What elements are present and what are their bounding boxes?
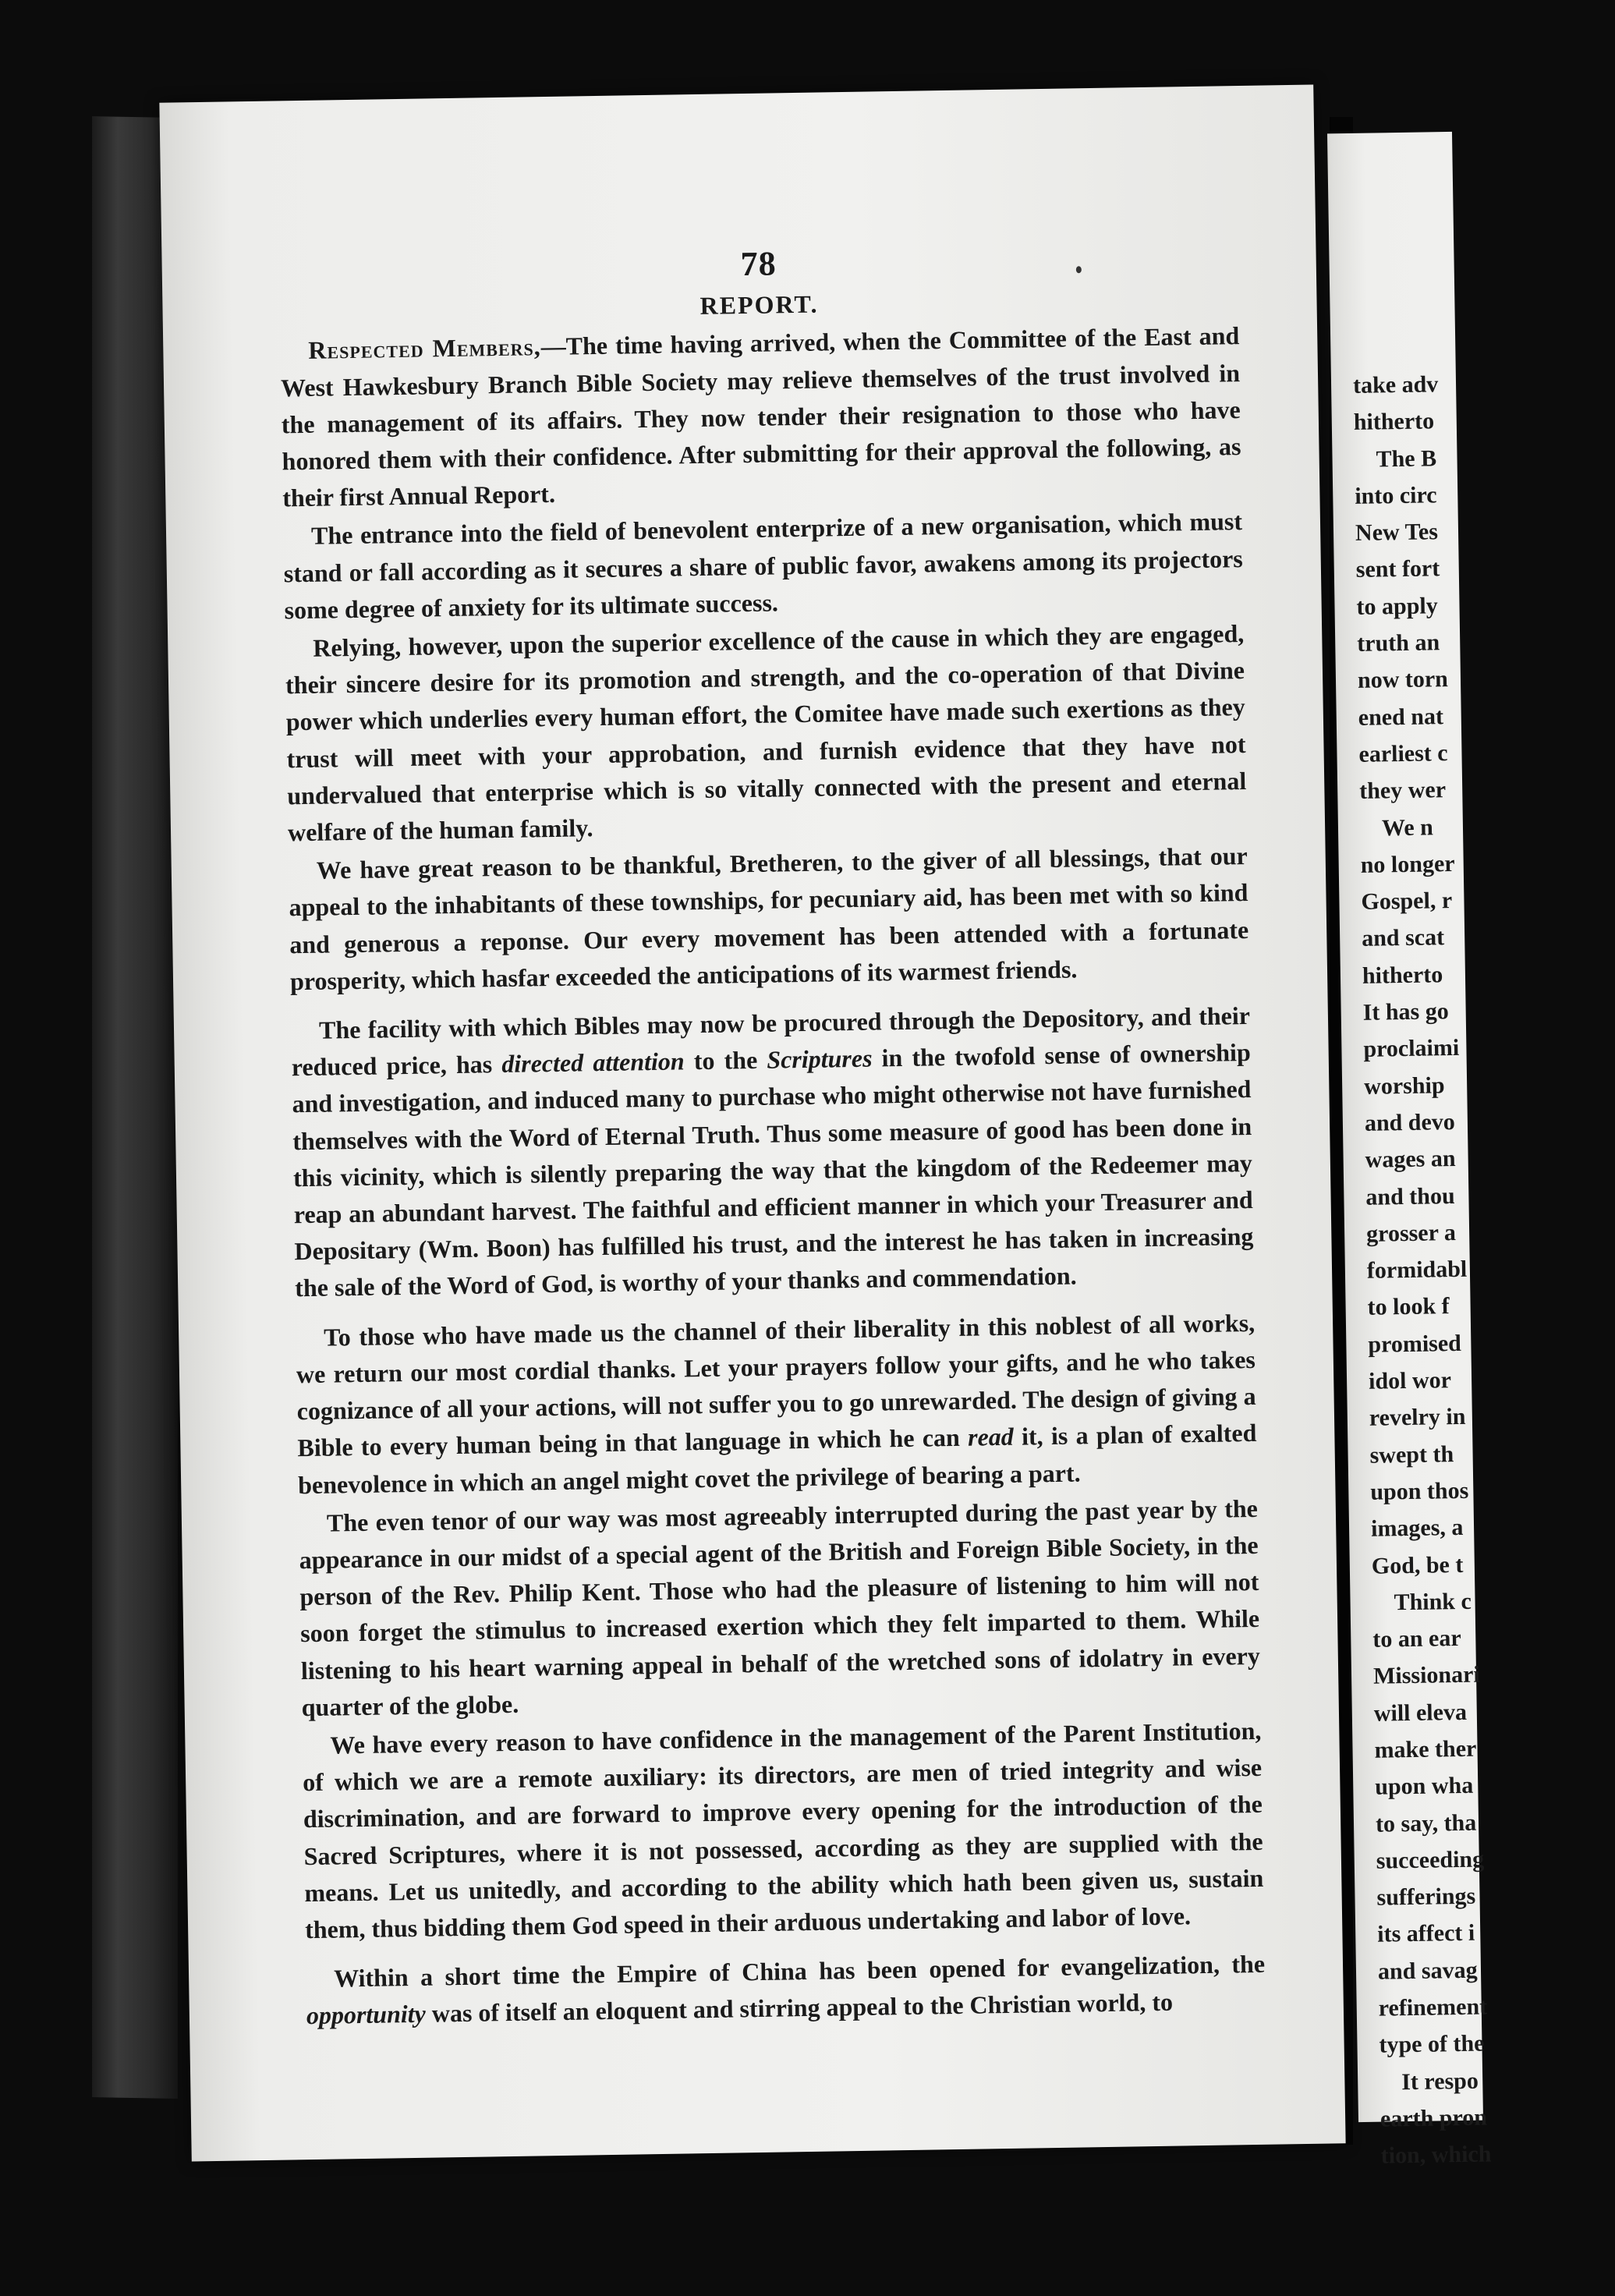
page-number: 78 xyxy=(740,244,777,284)
facing-line: We n xyxy=(1381,813,1434,841)
paragraph-text: —The time having arrived, when the Committee of the East and West Hawkesbury Branch Bible Society may relieve themselves of the trust involved in the management of its affairs. They now tender their resignation to those who have honored them with their confidence. After submitting for their approval the following, as their first Annual Report. xyxy=(280,321,1241,512)
facing-line: to say, tha xyxy=(1375,1809,1477,1837)
facing-line: to look f xyxy=(1367,1293,1450,1321)
emphasis-text: opportunity xyxy=(306,2000,427,2030)
facing-line: Missionari xyxy=(1372,1661,1480,1690)
paragraph-text: was of itself an eloquent and stirring appeal to the Christian world, to xyxy=(425,1988,1174,2028)
facing-line: upon wha xyxy=(1375,1773,1474,1800)
facing-line: It has go xyxy=(1362,998,1449,1026)
facing-line: hitherto xyxy=(1353,408,1435,436)
paragraph-salutation xyxy=(280,317,1242,516)
facing-line: to apply xyxy=(1356,593,1438,620)
facing-line: they wer xyxy=(1358,777,1447,805)
facing-line: revelry in xyxy=(1369,1404,1466,1432)
facing-line: proclaimi xyxy=(1363,1035,1460,1063)
facing-line: sent fort xyxy=(1355,555,1440,583)
facing-line: New Tes xyxy=(1355,519,1439,547)
facing-line: sufferings xyxy=(1376,1883,1476,1911)
facing-line: take adv xyxy=(1352,371,1439,399)
facing-line: worship xyxy=(1363,1072,1445,1100)
paragraph-china xyxy=(306,1946,1266,2035)
facing-line: swept th xyxy=(1369,1440,1454,1469)
paragraph-liberality xyxy=(296,1305,1258,1504)
facing-line: idol wor xyxy=(1368,1367,1452,1394)
facing-line: truth an xyxy=(1357,629,1440,657)
page-text-block xyxy=(278,238,1266,2035)
facing-line: grosser a xyxy=(1365,1219,1457,1247)
facing-line: tion, which xyxy=(1380,2141,1492,2169)
facing-page-text xyxy=(1353,363,1615,2174)
facing-line: refinement xyxy=(1378,1993,1488,2021)
report-title: REPORT. xyxy=(699,289,819,321)
paragraph-text: to the xyxy=(684,1045,767,1075)
facing-line: wages an xyxy=(1365,1146,1456,1174)
facing-line: formidabl xyxy=(1366,1256,1468,1284)
paragraph-text: Within a short time the Empire of China has been opened for evangelization, the xyxy=(333,1949,1266,1993)
paragraph-text: To those who have made us the channel of their liberality in this noblest of all works, we return our most cordial thanks. Let your prayers follow your gifts, and he who takes cognizance of all your actions, will not suffer you to go unrewarded. The design of giving a Bible to every human being in that language in which he can xyxy=(296,1308,1256,1462)
paragraph: We have great reason to be thankful, Bretheren, to the giver of all blessings, that our appeal to the inhabitants of these townships, for pecuniary aid, has been met with so kind and generous a reponse. Our every movement has been attended with a fortunate prosperity, which hasfar exceeded the anticipations of its warmest friends. xyxy=(289,842,1249,996)
emphasis-text: read xyxy=(967,1423,1015,1452)
facing-line: Think c xyxy=(1394,1588,1472,1616)
facing-line: to an ear xyxy=(1372,1625,1461,1653)
emphasis-text: Scriptures xyxy=(767,1043,873,1074)
facing-line: and thou xyxy=(1365,1182,1455,1210)
paragraph: We have every reason to have confidence in the management of the Parent Institution, of which we are a remote auxiliary: its directors, are men of tried integrity and wise discrimination, and are forward to improve every opening for the introduction of the Sacred Scriptures, where it is not possessed, according as they are supplied with the means. Let us unitedly, and according to the ability which hath been given us, sustain them, thus bidding them God speed in their arduous undertaking and labor of love. xyxy=(302,1716,1264,1944)
facing-line: type of the xyxy=(1379,2030,1485,2059)
paragraph-depository xyxy=(291,997,1255,1307)
facing-line: and devo xyxy=(1364,1108,1456,1136)
facing-line: no longer xyxy=(1360,850,1455,878)
paragraph-text: The facility with which Bibles may now be procured through the Depository, and their reduced price, has xyxy=(291,1001,1251,1082)
paragraph: The entrance into the field of benevolent enterprize of a new organisation, which must stand or fall according as it secures a share of public favor, awakens among its projectors some degree of anxiety for its ultimate success. xyxy=(283,507,1243,625)
facing-line: God, be t xyxy=(1371,1551,1464,1579)
facing-line: upon thos xyxy=(1370,1477,1469,1505)
facing-line: It respo xyxy=(1401,2067,1479,2095)
facing-line: make ther xyxy=(1374,1735,1477,1763)
facing-line: Gospel, r xyxy=(1361,888,1453,916)
facing-line: hitherto xyxy=(1362,961,1443,989)
facing-line: ened nat xyxy=(1358,703,1444,731)
salutation: Respected Members, xyxy=(308,332,542,365)
facing-line: and savag xyxy=(1377,1957,1478,1985)
facing-line: will eleva xyxy=(1373,1699,1468,1727)
paragraph-text: in the twofold sense of ownership and investigation, and induced many to purchase who might otherwise not have furnished themselves with the Word of Eternal Truth. Thus some measure of good has been done in this vicinity, which is silently preparing the way that the kingdom of the Redeemer may reap an abundant harvest. The faithful and efficient manner in which your Treasurer and Depositary (Wm. Boon) has fulfilled his trust, and the interest he has taken in increasing the sale of the Word of God, is worthy of your thanks and commendation. xyxy=(292,1038,1254,1302)
facing-line: now torn xyxy=(1357,666,1449,694)
facing-line: earliest c xyxy=(1358,740,1448,767)
facing-line: The B xyxy=(1376,445,1437,473)
facing-line: earth pron xyxy=(1379,2104,1488,2132)
facing-line: succeeding xyxy=(1376,1846,1485,1874)
facing-line: images, a xyxy=(1370,1515,1464,1542)
paragraph-text: it, is a plan of exalted benevolence in which an angel might covet the privilege of bearing a part. xyxy=(297,1419,1257,1499)
facing-line: and scat xyxy=(1361,924,1445,952)
left-page xyxy=(159,85,1345,2162)
facing-line: into circ xyxy=(1355,482,1437,509)
facing-line: promised xyxy=(1368,1330,1462,1358)
facing-line: its affect i xyxy=(1377,1920,1475,1948)
paragraph: The even tenor of our way was most agreeably interrupted during the past year by the appearance in our midst of a special agent of the British and Foreign Bible Society, in the person of the Rev. Philip Kent. Those who had the pleasure of listening to him will not soon forget the stimulus to increased exertion which they felt imparted to them. While listening to his heart warning appeal in behalf of the wretched sons of idolatry in every quarter of the globe. xyxy=(299,1493,1261,1721)
emphasis-text: directed attention xyxy=(501,1047,685,1079)
paragraph: Relying, however, upon the superior excellence of the cause in which they are engaged, their sincere desire for its promotion and strength, and the co-operation of that Divine power which underlies every human effort, the Comitee have made such exertions as they trust will meet with your approbation, and furnish evidence that they have not undervalued that enterprise which is so vitally connected with the present and eternal welfare of the human family. xyxy=(285,619,1247,847)
